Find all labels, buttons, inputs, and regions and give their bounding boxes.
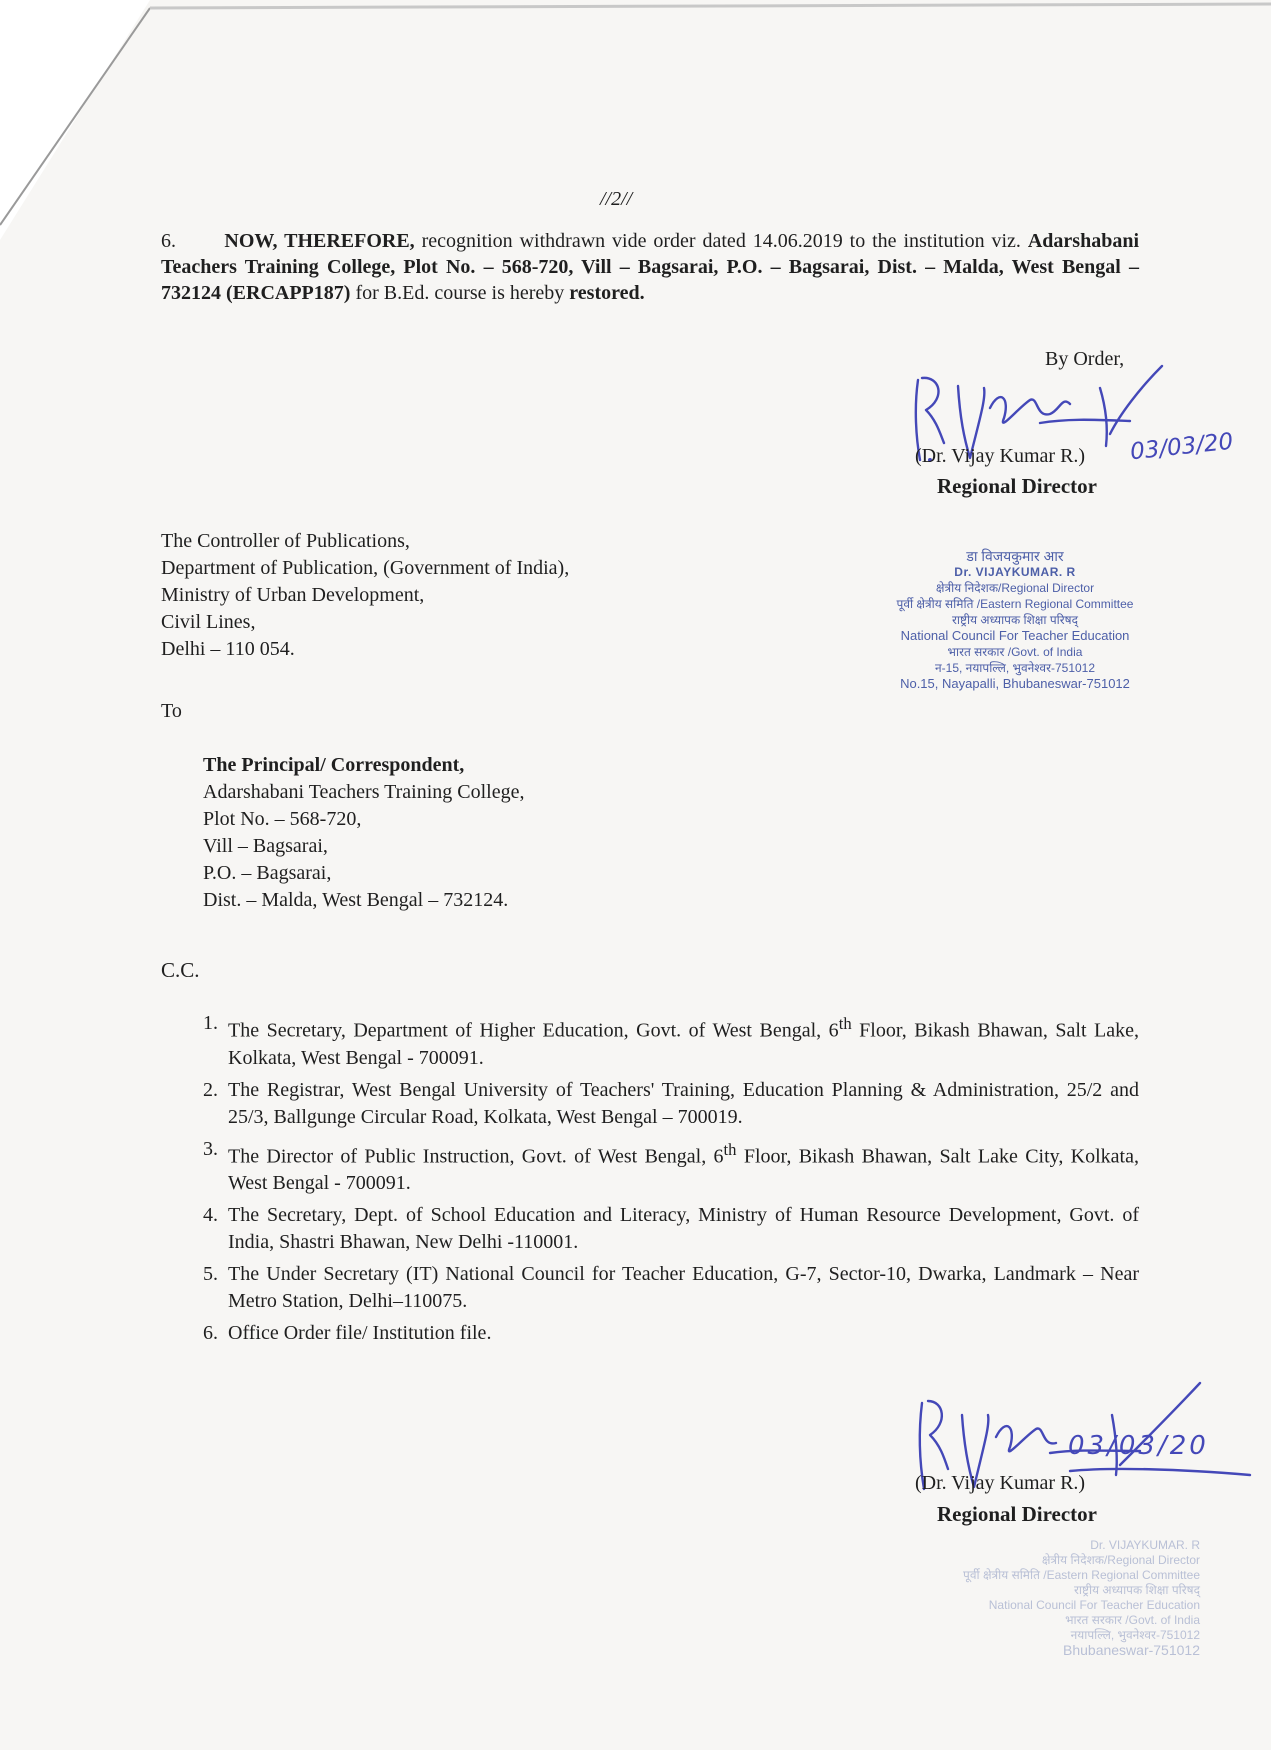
stamp-line-6: न-15, नयापल्लि, भुवनेश्वर-751012	[934, 661, 1096, 675]
address-line: Civil Lines,	[161, 611, 256, 633]
signatory-name: (Dr. Vijay Kumar R.)	[915, 445, 1086, 467]
cc-number: 6.	[203, 1322, 218, 1345]
address-line: Ministry of Urban Development,	[161, 584, 425, 606]
cc-text: The Under Secretary (IT) National Council for Teacher Education, G-7, Sector-10, Dwarka, Landmark – Near Metro Station, Delhi–110075.	[228, 1263, 1139, 1313]
cc-item	[161, 1010, 1139, 1072]
cc-text: The Secretary, Dept. of School Education and Literacy, Ministry of Human Resource Development, Govt. of India, Shastri Bhawan, New Delhi -110001.	[228, 1204, 1139, 1254]
cc-list	[161, 1010, 1139, 1352]
stamp-line-4: National Council For Teacher Education	[988, 1598, 1200, 1612]
stamp-line-3: राष्ट्रीय अध्यापक शिक्षा परिषद्	[952, 613, 1078, 627]
stamp-english-name: Dr. VIJAYKUMAR. R	[1090, 1538, 1200, 1552]
stamp-line-1: क्षेत्रीय निदेशक/Regional Director	[935, 581, 1095, 595]
paragraph-text-1: recognition withdrawn vide order dated 14.06.2019 to the institution viz.	[414, 230, 1028, 252]
cc-number: 5.	[203, 1263, 218, 1286]
signatory-name: (Dr. Vijay Kumar R.)	[915, 1472, 1086, 1494]
address-line: Department of Publication, (Government of India),	[161, 557, 570, 579]
paragraph-number: 6.	[161, 230, 176, 252]
stamp-line-3: राष्ट्रीय अध्यापक शिक्षा परिषद्	[1074, 1583, 1200, 1597]
paper-fold-edge	[0, 0, 1271, 240]
address-line: Adarshabani Teachers Training College,	[203, 781, 525, 803]
cc-item	[161, 1320, 1139, 1347]
cc-item	[161, 1136, 1139, 1198]
controller-address	[161, 528, 569, 663]
signatory-title: Regional Director	[937, 1502, 1097, 1526]
page-marker: //2//	[600, 188, 633, 210]
principal-title: The Principal/ Correspondent,	[203, 754, 465, 776]
address-line: The Controller of Publications,	[161, 530, 410, 552]
address-line: P.O. – Bagsarai,	[203, 862, 332, 884]
cc-text: The Secretary, Department of Higher Education, Govt. of West Bengal, 6th Floor, Bikash Bhawan, Salt Lake, Kolkata, West Bengal - 700091.	[228, 1014, 1139, 1069]
address-line: Dist. – Malda, West Bengal – 732124.	[203, 889, 509, 911]
stamp-hindi-name: डा विजयकुमार आर	[966, 548, 1064, 564]
stamp-line-4: National Council For Teacher Education	[900, 628, 1130, 643]
signature-block-1	[900, 348, 1260, 508]
address-line: Plot No. – 568-720,	[203, 808, 362, 830]
cc-text: The Director of Public Instruction, Govt. of West Bengal, 6th Floor, Bikash Bhawan, Salt Lake City, Kolkata, West Bengal - 700091.	[228, 1139, 1139, 1195]
cc-text: The Registrar, West Bengal University of Teachers' Training, Education Planning & Administration, 25/2 and 25/3, Ballgunge Circular Road, Kolkata, West Bengal – 700019.	[228, 1078, 1139, 1128]
faded-official-stamp	[900, 1538, 1200, 1658]
to-label: To	[161, 700, 182, 722]
restored-word: restored.	[569, 282, 645, 304]
cc-number: 2.	[203, 1078, 218, 1101]
cc-item	[161, 1261, 1139, 1315]
stamp-line-2: पूर्वी क्षेत्रीय समिति /Eastern Regional Committee	[963, 1568, 1200, 1582]
handwritten-date: 03/03/20	[1128, 428, 1235, 466]
stamp-line-5: भारत सरकार /Govt. of India	[947, 645, 1083, 659]
cc-number: 1.	[203, 1012, 218, 1034]
address-line: Vill – Bagsarai,	[203, 835, 328, 857]
stamp-line-1: क्षेत्रीय निदेशक/Regional Director	[1041, 1553, 1200, 1567]
signatory-title: Regional Director	[937, 474, 1097, 498]
principal-address	[203, 752, 525, 914]
paragraph-text-2: for B.Ed. course is hereby	[350, 282, 570, 304]
cc-item	[161, 1077, 1139, 1131]
institution-name: Adarshabani Teachers Training College, Plot No. – 568-720, Vill – Bagsarai, P.O. – Bagsarai, Dist. – Malda, West Bengal – 732124 (ERCAPP187)	[161, 230, 1139, 304]
cc-number: 4.	[203, 1204, 218, 1227]
stamp-line-7: No.15, Nayapalli, Bhubaneswar-751012	[900, 676, 1130, 691]
handwritten-date: 03/03/20	[1068, 1431, 1209, 1461]
address-line: Delhi – 110 054.	[161, 638, 295, 660]
stamp-line-6: नयापल्लि, भुवनेश्वर-751012	[1070, 1628, 1200, 1642]
stamp-line-2: पूर्वी क्षेत्रीय समिति /Eastern Regional Committee	[896, 597, 1134, 611]
cc-item	[161, 1202, 1139, 1256]
cc-label: C.C.	[161, 958, 200, 982]
lead-bold: NOW, THEREFORE,	[224, 230, 415, 252]
stamp-english-name: Dr. VIJAYKUMAR. R	[954, 565, 1076, 579]
order-paragraph	[161, 228, 1139, 306]
cc-text: Office Order file/ Institution file.	[228, 1322, 492, 1345]
by-order-label: By Order,	[1045, 348, 1125, 370]
cc-number: 3.	[203, 1137, 218, 1160]
official-stamp	[870, 548, 1160, 692]
stamp-line-7: Bhubaneswar-751012	[1063, 1642, 1200, 1658]
stamp-line-5: भारत सरकार /Govt. of India	[1065, 1613, 1200, 1627]
signature-block-2	[900, 1375, 1260, 1526]
